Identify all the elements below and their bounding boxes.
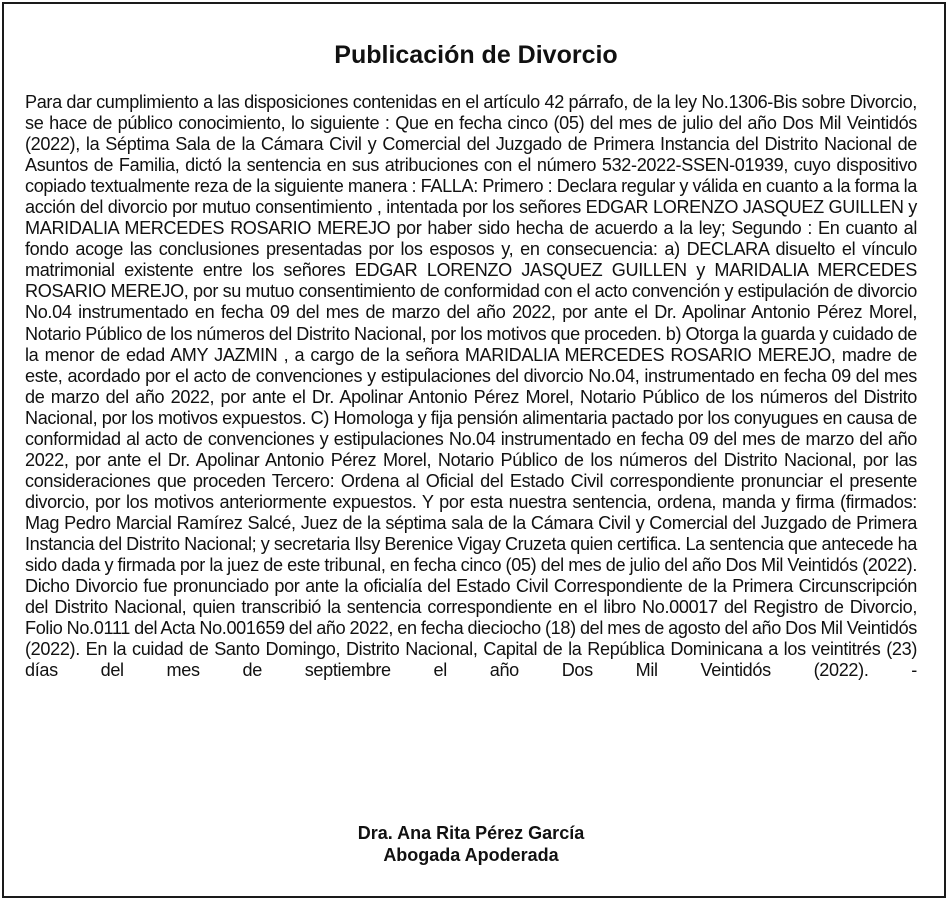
- notice-body: Para dar cumplimiento a las disposiciones contenidas en el artículo 42 párrafo, de la ley No.1306-Bis sobre Divorcio, se hace de público conocimiento, lo siguiente : Que en fecha cinco (05) del mes de julio del año Dos Mil Veintidós (2022), la Séptima Sala de la Cámara Civil y Comercial del Juzgado de Primera Instancia del Distrito Nacional de Asuntos de Familia, dictó la sentencia en sus atribuciones con el número 532-2022-SSEN-01939, cuyo dispositivo copiado textualmente reza de la siguiente manera : FALLA: Primero : Declara regular y válida en cuanto a la forma la acción del divorcio por mutuo consentimiento , intentada por los señores EDGAR LORENZO JASQUEZ GUILLEN y MARIDALIA MERCEDES ROSARIO MEREJO por haber sido hecha de acuerdo a la ley; Segundo : En cuanto al fondo acoge las conclusiones presentadas por los esposos y, en consecuencia: a) DECLARA disuelto el vínculo matrimonial existente entre los señores EDGAR LORENZO JASQUEZ GUILLEN y MARIDALIA MERCEDES ROSARIO MEREJO, por su mutuo consentimiento de conformidad con el acto convención y estipulación de divorcio No.04 instrumentado en fecha 09 del mes de marzo del año 2022, por ante el Dr. Apolinar Antonio Pérez Morel, Notario Público de los números del Distrito Nacional, por los motivos que proceden. b) Otorga la guarda y cuidado de la menor de edad AMY JAZMIN , a cargo de la señora MARIDALIA MERCEDES ROSARIO MEREJO, madre de este, acordado por el acto de convenciones y estipulaciones del divorcio No.04, instrumentado en fecha 09 del mes de marzo del año 2022, por ante el Dr. Apolinar Antonio Pérez Morel, Notario Público de los números del Distrito Nacional, por los motivos expuestos. C) Homologa y fija pensión alimentaria pactado por los conyugues en causa de conformidad al acto de convenciones y estipulaciones No.04 instrumentado en fecha 09 del mes de marzo del año 2022, por ante el Dr. Apolinar Antonio Pérez Morel, Notario Público de los números del Distrito Nacional, por las consideraciones que proceden Tercero: Ordena al Oficial del Estado Civil correspondiente pronunciar el presente divorcio, por los motivos anteriormente expuestos. Y por esta nuestra sentencia, ordena, manda y firma (firmados: Mag Pedro Marcial Ramírez Salcé, Juez de la séptima sala de la Cámara Civil y Comercial del Juzgado de Primera Instancia del Distrito Nacional; y secretaria Ilsy Berenice Vigay Cruzeta quien certifica. La sentencia que antecede ha sido dada y firmada por la juez de este tribunal, en fecha cinco (05) del mes de julio del año Dos Mil Veintidós (2022). Dicho Divorcio fue pronunciado por ante la oficialía del Estado Civil Correspondiente de la Primera Circunscripción del Distrito Nacional, quien transcribió la sentencia correspondiente en el libro No.00017 del Registro de Divorcio, Folio No.0111 del Acta No.001659 del año 2022, en fecha dieciocho (18) del mes de agosto del año Dos Mil Veintidós (2022). En la cuidad de Santo Domingo, Distrito Nacional, Capital de la República Dominicana a los veintitrés (23) días del mes de septiembre el año Dos Mil Veintidós (2022). -: [25, 92, 917, 681]
- signature-name: Dra. Ana Rita Pérez García: [357, 823, 585, 843]
- notice-title: Publicación de Divorcio: [334, 41, 618, 69]
- signature-block: [0, 822, 942, 866]
- signature-role: Abogada Apoderada: [383, 845, 559, 865]
